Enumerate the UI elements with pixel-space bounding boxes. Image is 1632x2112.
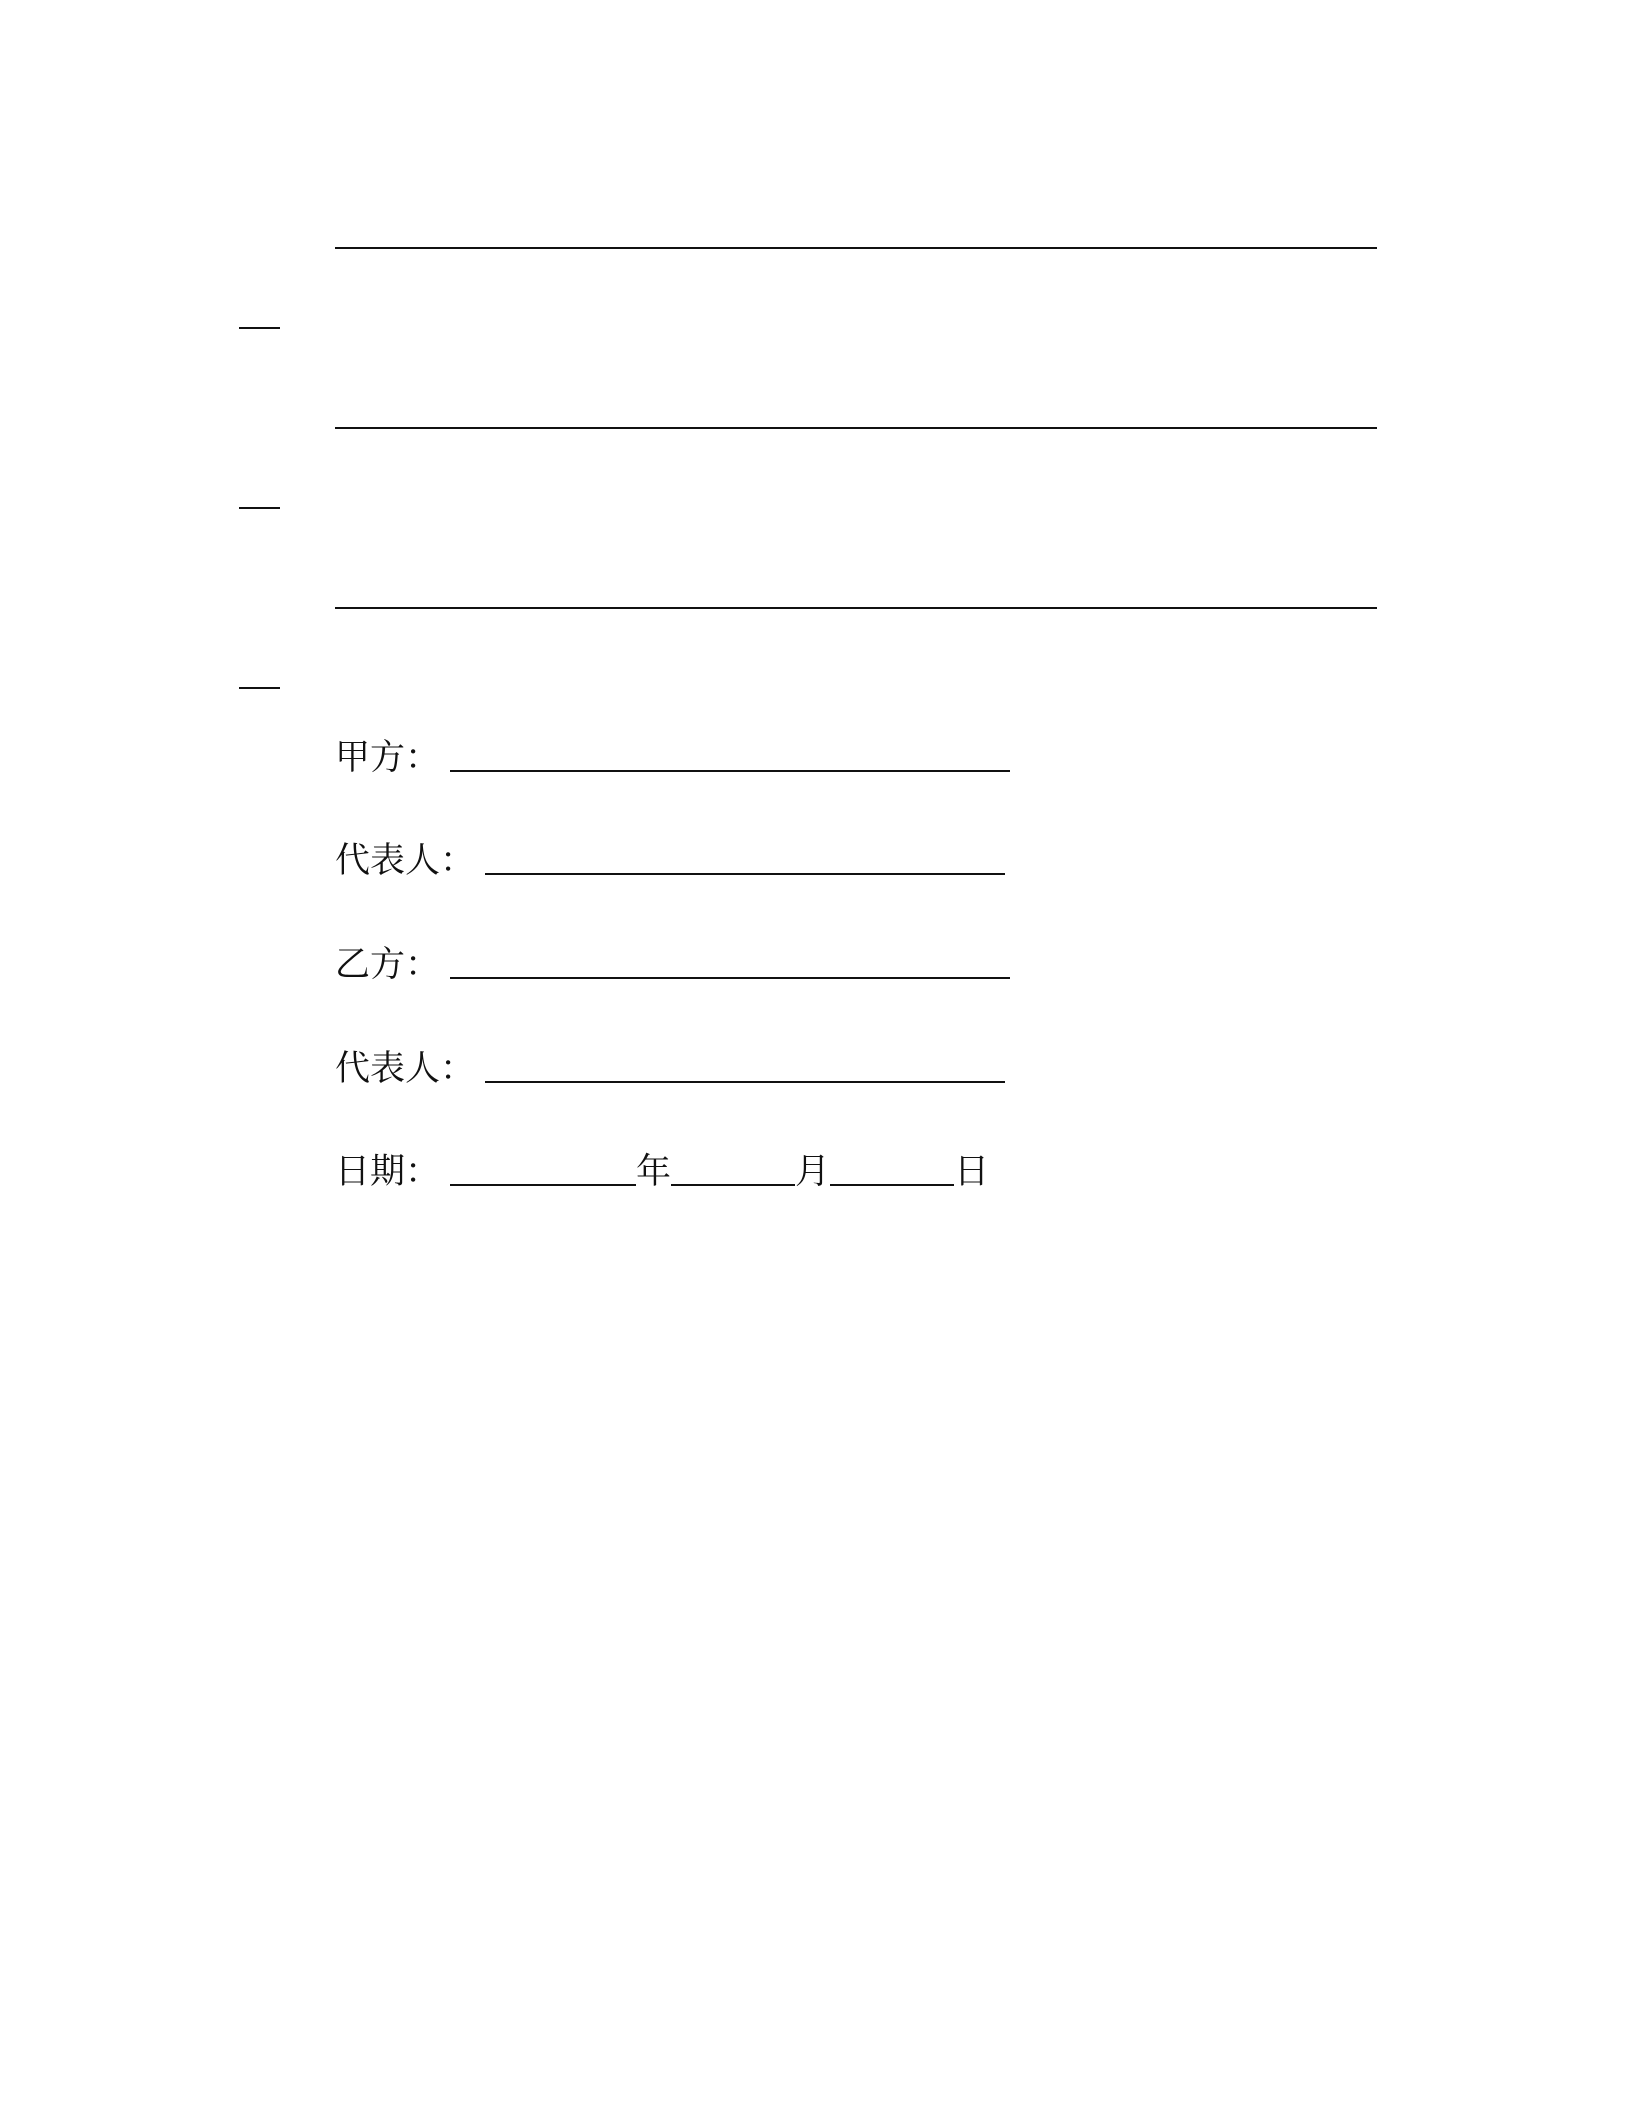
fill-in-line-1-underline[interactable] (335, 239, 1377, 249)
party-b-blank[interactable] (450, 969, 1010, 979)
party-b-representative-row (335, 1049, 1005, 1089)
party-a-representative-label: 代表人 (335, 841, 441, 881)
fill-in-line-2-wrap (239, 478, 280, 513)
party-a-label: 甲方 (335, 738, 406, 778)
party-a-representative-row (335, 841, 1005, 881)
party-a-colon: ： (405, 738, 441, 778)
party-b-representative-label: 代表人 (335, 1049, 441, 1089)
date-year-blank[interactable] (450, 1176, 636, 1186)
fill-in-line-2-underline[interactable] (335, 419, 1377, 429)
fill-in-line-2-wrap-underline (239, 499, 280, 509)
fill-in-line-1-wrap (239, 298, 280, 333)
fill-in-line-3-underline[interactable] (335, 599, 1377, 609)
date-month-blank[interactable] (671, 1176, 795, 1186)
party-b-label: 乙方 (335, 945, 406, 985)
fill-in-line-1-wrap-underline (239, 319, 280, 329)
date-row (335, 1152, 990, 1192)
party-b-representative-colon: ： (440, 1049, 476, 1089)
party-a-representative-colon: ： (440, 841, 476, 881)
date-year-label: 年 (636, 1152, 672, 1192)
fill-in-line-3-wrap (239, 658, 280, 693)
fill-in-line-2[interactable] (335, 398, 1377, 433)
party-b-row (335, 945, 1010, 985)
date-day-label: 日 (954, 1152, 990, 1192)
date-label: 日期 (335, 1152, 406, 1192)
fill-in-line-3[interactable] (335, 578, 1377, 613)
date-day-blank[interactable] (830, 1176, 954, 1186)
fill-in-line-3-wrap-underline (239, 679, 280, 689)
date-colon: ： (405, 1152, 441, 1192)
party-b-colon: ： (405, 945, 441, 985)
date-month-label: 月 (795, 1152, 831, 1192)
party-a-representative-blank[interactable] (485, 865, 1005, 875)
party-a-row (335, 738, 1010, 778)
party-a-blank[interactable] (450, 762, 1010, 772)
fill-in-line-1[interactable] (335, 218, 1377, 253)
party-b-representative-blank[interactable] (485, 1073, 1005, 1083)
